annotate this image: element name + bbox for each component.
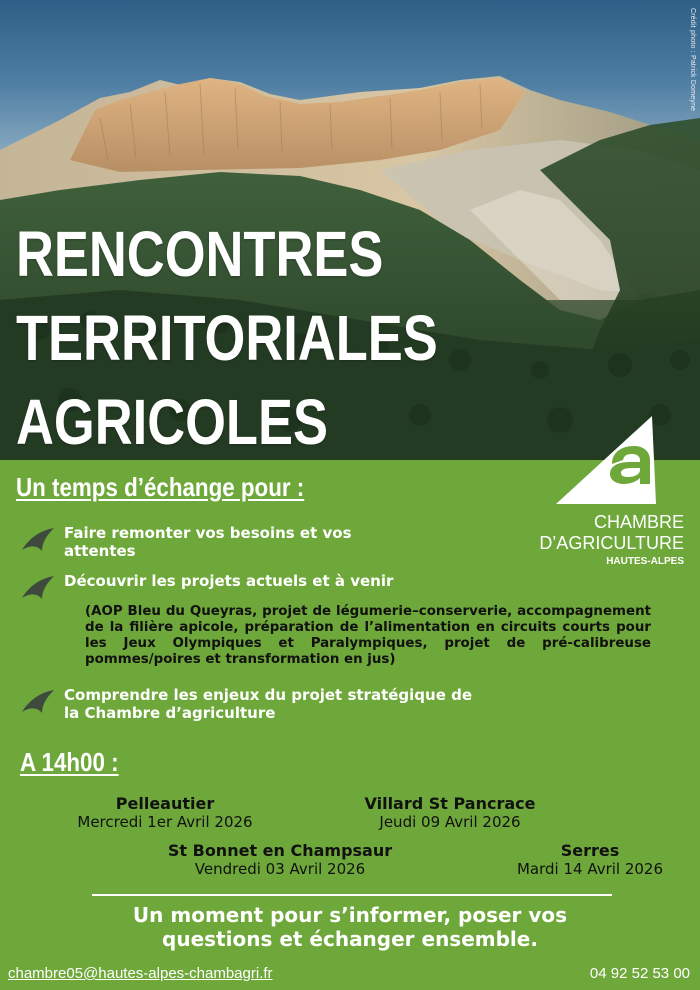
meeting-pelleautier bbox=[50, 794, 280, 831]
list-item-text: Découvrir les projets actuels et à venir bbox=[64, 572, 394, 590]
closing-line-2: questions et échanger ensemble. bbox=[162, 927, 538, 951]
arrowhead-bullet-icon bbox=[20, 574, 56, 600]
meeting-villard bbox=[350, 794, 550, 831]
logo-text-line-3: HAUTES-ALPES bbox=[606, 556, 684, 567]
meeting-st-bonnet bbox=[140, 841, 420, 878]
intro-heading: Un temps d’échange pour : bbox=[16, 472, 305, 502]
photo-credit: Crédit photo : Patrick Domeyne bbox=[689, 8, 696, 112]
list-item bbox=[20, 572, 480, 600]
meeting-serres bbox=[490, 841, 690, 878]
meeting-place: Serres bbox=[560, 841, 620, 860]
meeting-date: Mercredi 1er Avril 2026 bbox=[77, 813, 253, 831]
arrowhead-bullet-icon bbox=[20, 526, 56, 552]
meeting-place: Pelleautier bbox=[115, 794, 215, 813]
list-item-text: Comprendre les enjeux du projet stratégique de la Chambre d’agriculture bbox=[64, 686, 473, 722]
hero-photo bbox=[0, 0, 700, 460]
chambre-agriculture-logo-icon bbox=[552, 412, 664, 508]
schedule-heading: A 14h00 : bbox=[20, 747, 119, 777]
list-item bbox=[20, 524, 420, 560]
projects-details: (AOP Bleu du Queyras, projet de légumerie–conserverie, accompagnement de la filière apicole, préparation de l’alimentation en circuits courts pour les Jeux Olympiques et Paralympiques, projet de pré-calibreuse pommes/poires et transformation en jus) bbox=[85, 604, 651, 667]
meeting-place: Villard St Pancrace bbox=[364, 794, 536, 813]
meeting-date: Jeudi 09 Avril 2026 bbox=[379, 813, 521, 831]
closing-line-1: Un moment pour s’informer, poser vos bbox=[132, 903, 568, 927]
arrowhead-bullet-icon bbox=[20, 688, 56, 714]
meeting-date: Vendredi 03 Avril 2026 bbox=[194, 860, 366, 878]
list-item bbox=[20, 686, 480, 722]
list-item-text: Faire remonter vos besoins et vos attentes bbox=[64, 524, 352, 560]
logo-text-line-1: CHAMBRE bbox=[593, 512, 684, 532]
contact-phone: 04 92 52 53 00 bbox=[589, 965, 690, 982]
divider bbox=[92, 894, 612, 896]
contact-email-link[interactable]: chambre05@hautes-alpes-chambagri.fr bbox=[8, 965, 273, 982]
title-line-1: RENCONTRES bbox=[16, 218, 384, 290]
meeting-place: St Bonnet en Champsaur bbox=[167, 841, 393, 860]
closing-message bbox=[40, 903, 660, 951]
page-title bbox=[16, 212, 438, 460]
logo-text-line-2: D’AGRICULTURE bbox=[539, 533, 684, 553]
meeting-date: Mardi 14 Avril 2026 bbox=[516, 860, 664, 878]
title-line-3: AGRICOLES bbox=[16, 386, 328, 458]
title-line-2: TERRITORIALES bbox=[16, 302, 438, 374]
